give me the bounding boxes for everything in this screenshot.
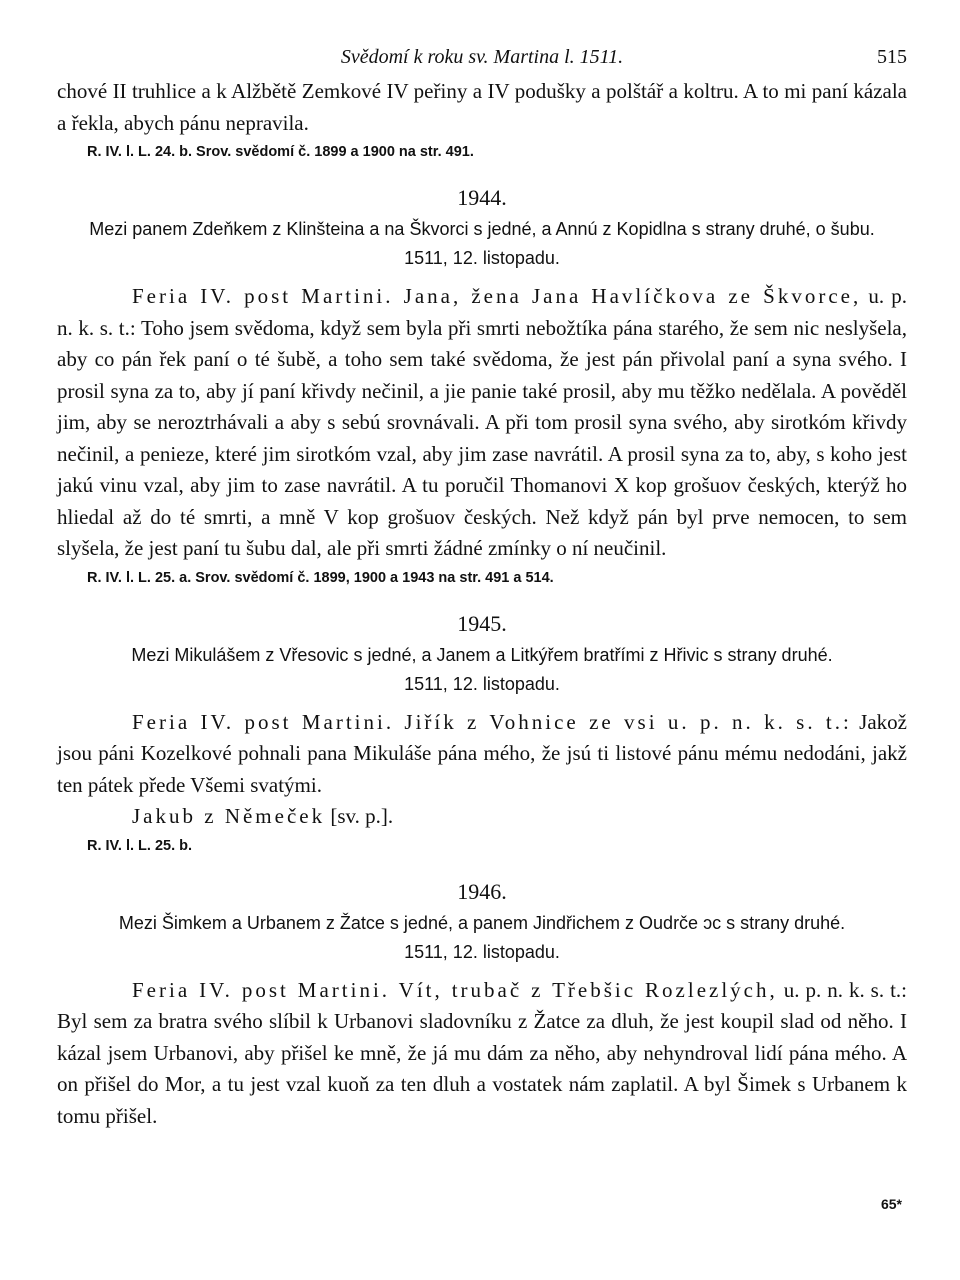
entry-heading — [65, 909, 899, 967]
entry-testimony — [57, 707, 907, 802]
entry-text: u. p. n. k. s. t.: Byl sem za bratra svého slíbil k Urbanovi sladovníku z Žatce za dluh, že jest koupil slad od něho. I kázal jsem Urbanovi, aby přišel ke mně, že já mu dám za něho, aby nehyndroval lidí pána mého. A on přišel do Mor, a tu jest vzal kuoň za ten dluh a vostatek nám zaplatil. A byl Šimek s Urbanem k tomu přišel. — [57, 977, 908, 1128]
entry-parties: Mezi Mikulášem z Vřesovic s jedné, a Janem a Litkýřem bratřími z Hřivic s strany druhé. — [131, 644, 833, 665]
entry-heading — [65, 641, 899, 699]
signature-mark: 65* — [880, 1196, 902, 1212]
carry-over-paragraph: chové II truhlice a k Alžbětě Zemkové IV peřiny a IV podušky a polštář a koltru. A to mi paní kázala a řekla, abych pánu nepravila. — [57, 79, 907, 135]
entry-testimony — [57, 281, 907, 565]
entry-lead: Feria IV. post Martini. Jana, žena Jana Havlíčkova ze Škvorce, — [132, 284, 862, 308]
archive-reference: R. IV. l. L. 25. b. — [87, 837, 193, 854]
archive-reference: R. IV. l. L. 25. a. Srov. svědomí č. 1899, 1900 a 1943 na str. 491 a 514. — [87, 569, 554, 586]
entry-date: 1511, 12. listopadu. — [404, 248, 560, 268]
entry-date: 1511, 12. listopadu. — [404, 673, 560, 694]
entry-number: 1946. — [457, 878, 507, 904]
entry-text: Jakož jsou páni Kozelkové pohnali pana Mikuláše pána mého, že jsú ti listové pánu mému nedodáni, jakž ten pátek přede Všemi svatými. — [57, 709, 907, 797]
document-page — [57, 40, 907, 1132]
running-head — [57, 40, 907, 76]
entry-lead: Feria IV. post Martini. Vít, trubač z Třebšic Rozlezlých, — [132, 977, 778, 1002]
entry-parties: Mezi Šimkem a Urbanem z Žatce s jedné, a panem Jindřichem z Oudrče ɔc s strany druhé. — [118, 912, 846, 933]
entry-lead: Feria IV. post Martini. Jiřík z Vohnice ze vsi u. p. n. k. s. t.: — [132, 709, 852, 734]
signature-suffix: [sv. p.]. — [325, 804, 394, 828]
running-title: Svědomí k roku sv. Martina l. 1511. — [340, 46, 624, 68]
entry-signature — [132, 801, 907, 833]
archive-reference: R. IV. l. L. 24. b. Srov. svědomí č. 1899 a 1900 na str. 491. — [87, 144, 474, 160]
entry-date: 1511, 12. listopadu. — [404, 941, 560, 962]
signature-name: Jakub z Němeček — [132, 804, 326, 828]
document-entry — [57, 183, 907, 589]
entry-heading — [65, 215, 899, 273]
entry-parties: Mezi panem Zdeňkem z Klinšteina a na Škvorci s jedné, a Annú z Kopidlna s strany druhé, o šubu. — [89, 219, 875, 239]
document-entry — [57, 877, 907, 1133]
entry-number: 1945. — [457, 610, 507, 636]
entry-text: u. p. n. k. s. t.: Toho jsem svědoma, když sem byla při smrti nebožtíka pána starého, že sem nic neslyšela, aby co pán řek paní o té šubě, a toho sem také svědoma, že jest pán přivolal paní a syna svého. I prosil syna za to, aby jí paní křivdy nečinil, a jie panie také prosil, aby mu těžko nedělala. A pověděl jim, aby se neroztrhávali a aby s sebú srovnávali. A při tom prosil syna svého, aby sirotkóm křivdy nečinil, a penieze, které jim sirotkóm vzal, aby jim zase navrátil. A prosil syna za to, aby, s koho jest jakú vinu vzal, aby jim to zase navrátil. A tu poručil Thomanovi X kop grošuov českých, kterýž ho hliedal až do té smrti, a mně V kop grošuov českých. Než když pán byl prve nemocen, to sem slyšela, že jest paní tu šubu dal, ale při smrti žádné zmínky o ní neučinil. — [57, 284, 907, 560]
entry-number: 1944. — [457, 185, 507, 210]
page-number: 515 — [877, 46, 907, 68]
document-entry — [57, 609, 907, 857]
entry-testimony — [57, 975, 907, 1133]
